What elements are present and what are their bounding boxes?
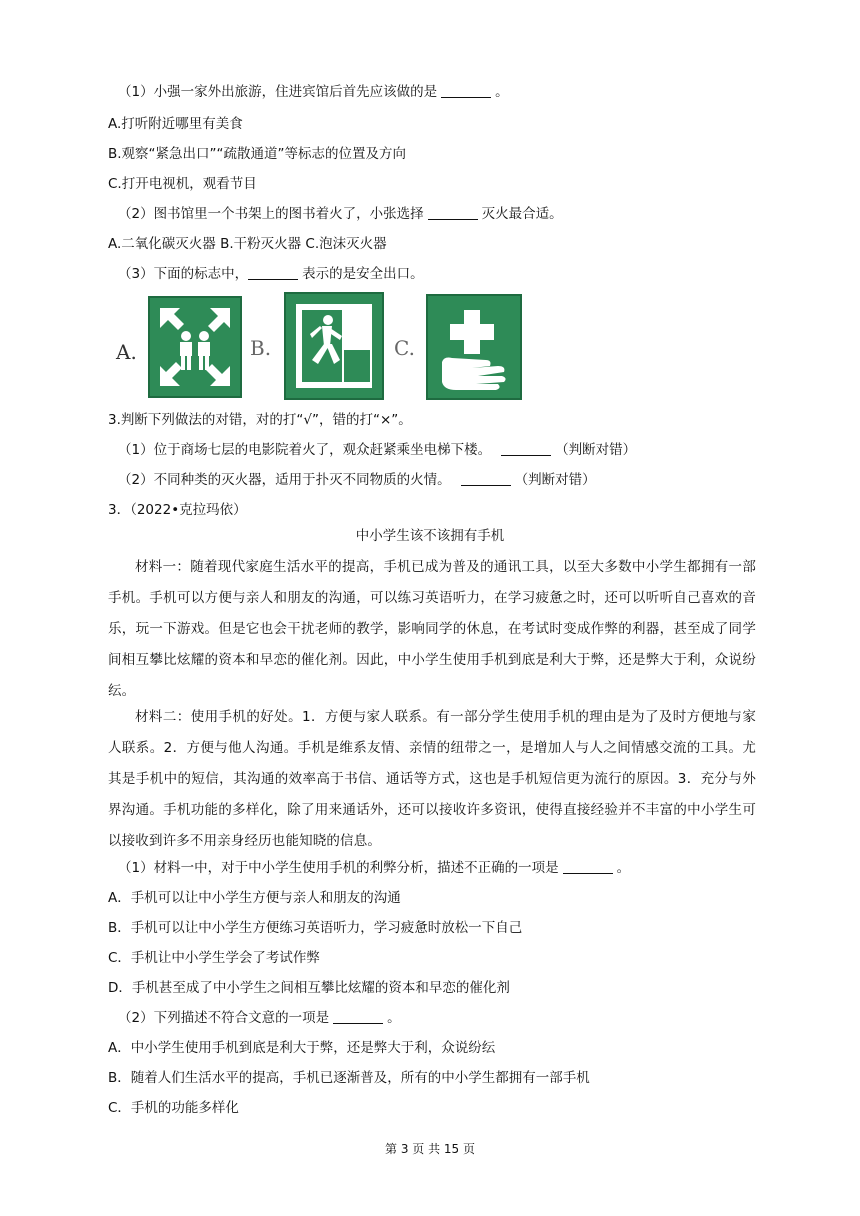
judge-item-1-suffix: （判断对错） [555,442,637,458]
answer-blank [461,471,511,486]
judge-item-2 [118,470,596,490]
sub1-stem-end: 。 [616,860,631,876]
sub2-stem-end: 。 [387,1010,401,1026]
judge-item-1 [118,440,636,460]
assembly-point-sign-icon [148,296,242,398]
q1-option-b: B.观察“紧急出口”“疏散通道”等标志的位置及方向 [108,146,407,162]
sub1-stem-text: （1）材料一中，对于中小学生使用手机的利弊分析，描述不正确的一项是 [118,860,559,876]
judge-heading: 3.判断下列做法的对错，对的打“√”，错的打“×”。 [108,412,412,428]
sub2-stem [118,1008,401,1028]
emergency-exit-sign-icon [284,292,384,400]
judge-item-2-suffix: （判断对错） [514,472,596,488]
q1-stem [118,82,509,102]
q3-stem-text: （3）下面的标志中， [118,266,249,282]
judge-item-1-text: （1）位于商场七层的电影院着火了，观众赶紧乘坐电梯下楼。 [118,442,492,458]
sub1-option-a: A．手机可以让中小学生方便与亲人和朋友的沟通 [108,890,401,906]
judge-item-2-text: （2）不同种类的灭火器，适用于扑灭不同物质的火情。 [118,472,451,488]
answer-blank [563,859,613,874]
q1-option-a: A.打听附近哪里有美食 [108,116,243,132]
answer-blank [248,265,298,280]
q3-stem-end: 表示的是安全出口。 [302,266,424,282]
q3-stem [118,264,424,284]
q1-option-c: C.打开电视机，观看节目 [108,176,257,192]
material-one: 材料一：随着现代家庭生活水平的提高，手机已成为普及的通讯工具，以至大多数中小学生都拥有一部手机。手机可以方便与亲人和朋友的沟通，可以练习英语听力，在学习疲惫之时，还可以听听自己喜欢的音乐，玩一下游戏。但是它也会干扰老师的教学，影响同学的休息，在考试时变成作弊的利器，甚至成了同学间相互攀比炫耀的资本和早恋的催化剂。因此，中小学生使用手机到底是利大于弊，还是弊大于利，众说纷纭。 [108,559,756,699]
answer-blank [501,441,551,456]
sub1-option-c: C．手机让中小学生学会了考试作弊 [108,950,320,966]
q2-stem [118,204,563,224]
sign-label-c: C. [394,336,415,360]
safety-signs [112,292,532,402]
sign-label-a: A. [116,340,137,364]
q2-stem-text: （2）图书馆里一个书架上的图书着火了，小张选择 [118,206,424,222]
sub1-option-d: D．手机甚至成了中小学生之间相互攀比炫耀的资本和早恋的催化剂 [108,980,510,996]
answer-blank [441,83,491,98]
page-footer: 第 3 页 共 15 页 [385,1142,475,1156]
q2-stem-end: 灭火最合适。 [481,206,563,222]
material-two: 材料二：使用手机的好处。1．方便与家人联系。有一部分学生使用手机的理由是为了及时方便地与家人联系。2．方便与他人沟通。手机是维系友情、亲情的纽带之一，是增加人与人之间情感交流的工具。尤其是手机中的短信，其沟通的效率高于书信、通话等方式，这也是手机短信更为流行的原因。3．充分与外界沟通。手机功能的多样化，除了用来通话外，还可以接收许多资讯，使得直接经验并不丰富的中小学生可以接收到许多不用亲身经历也能知晓的信息。 [108,709,756,849]
sub1-option-b: B．手机可以让中小学生方便练习英语听力，学习疲惫时放松一下自己 [108,920,523,936]
sub2-stem-text: （2）下列描述不符合文意的一项是 [118,1010,330,1026]
sub2-option-b: B．随着人们生活水平的提高，手机已逐渐普及，所有的中小学生都拥有一部手机 [108,1070,590,1086]
q2-options: A.二氧化碳灭火器 B.干粉灭火器 C.泡沫灭火器 [108,236,387,252]
q1-stem-text: （1）小强一家外出旅游，住进宾馆后首先应该做的是 [118,84,438,100]
q1-stem-end: 。 [495,84,509,100]
section-header: 3．（2022•克拉玛依） [108,502,247,518]
sub1-stem [118,858,630,878]
article-title: 中小学生该不该拥有手机 [355,528,505,544]
sub2-option-c: C．手机的功能多样化 [108,1100,239,1116]
answer-blank [333,1009,383,1024]
answer-blank [428,205,478,220]
sub2-option-a: A．中小学生使用手机到底是利大于弊，还是弊大于利，众说纷纭 [108,1040,496,1056]
sign-label-b: B. [250,336,272,360]
first-aid-sign-icon [426,294,522,400]
